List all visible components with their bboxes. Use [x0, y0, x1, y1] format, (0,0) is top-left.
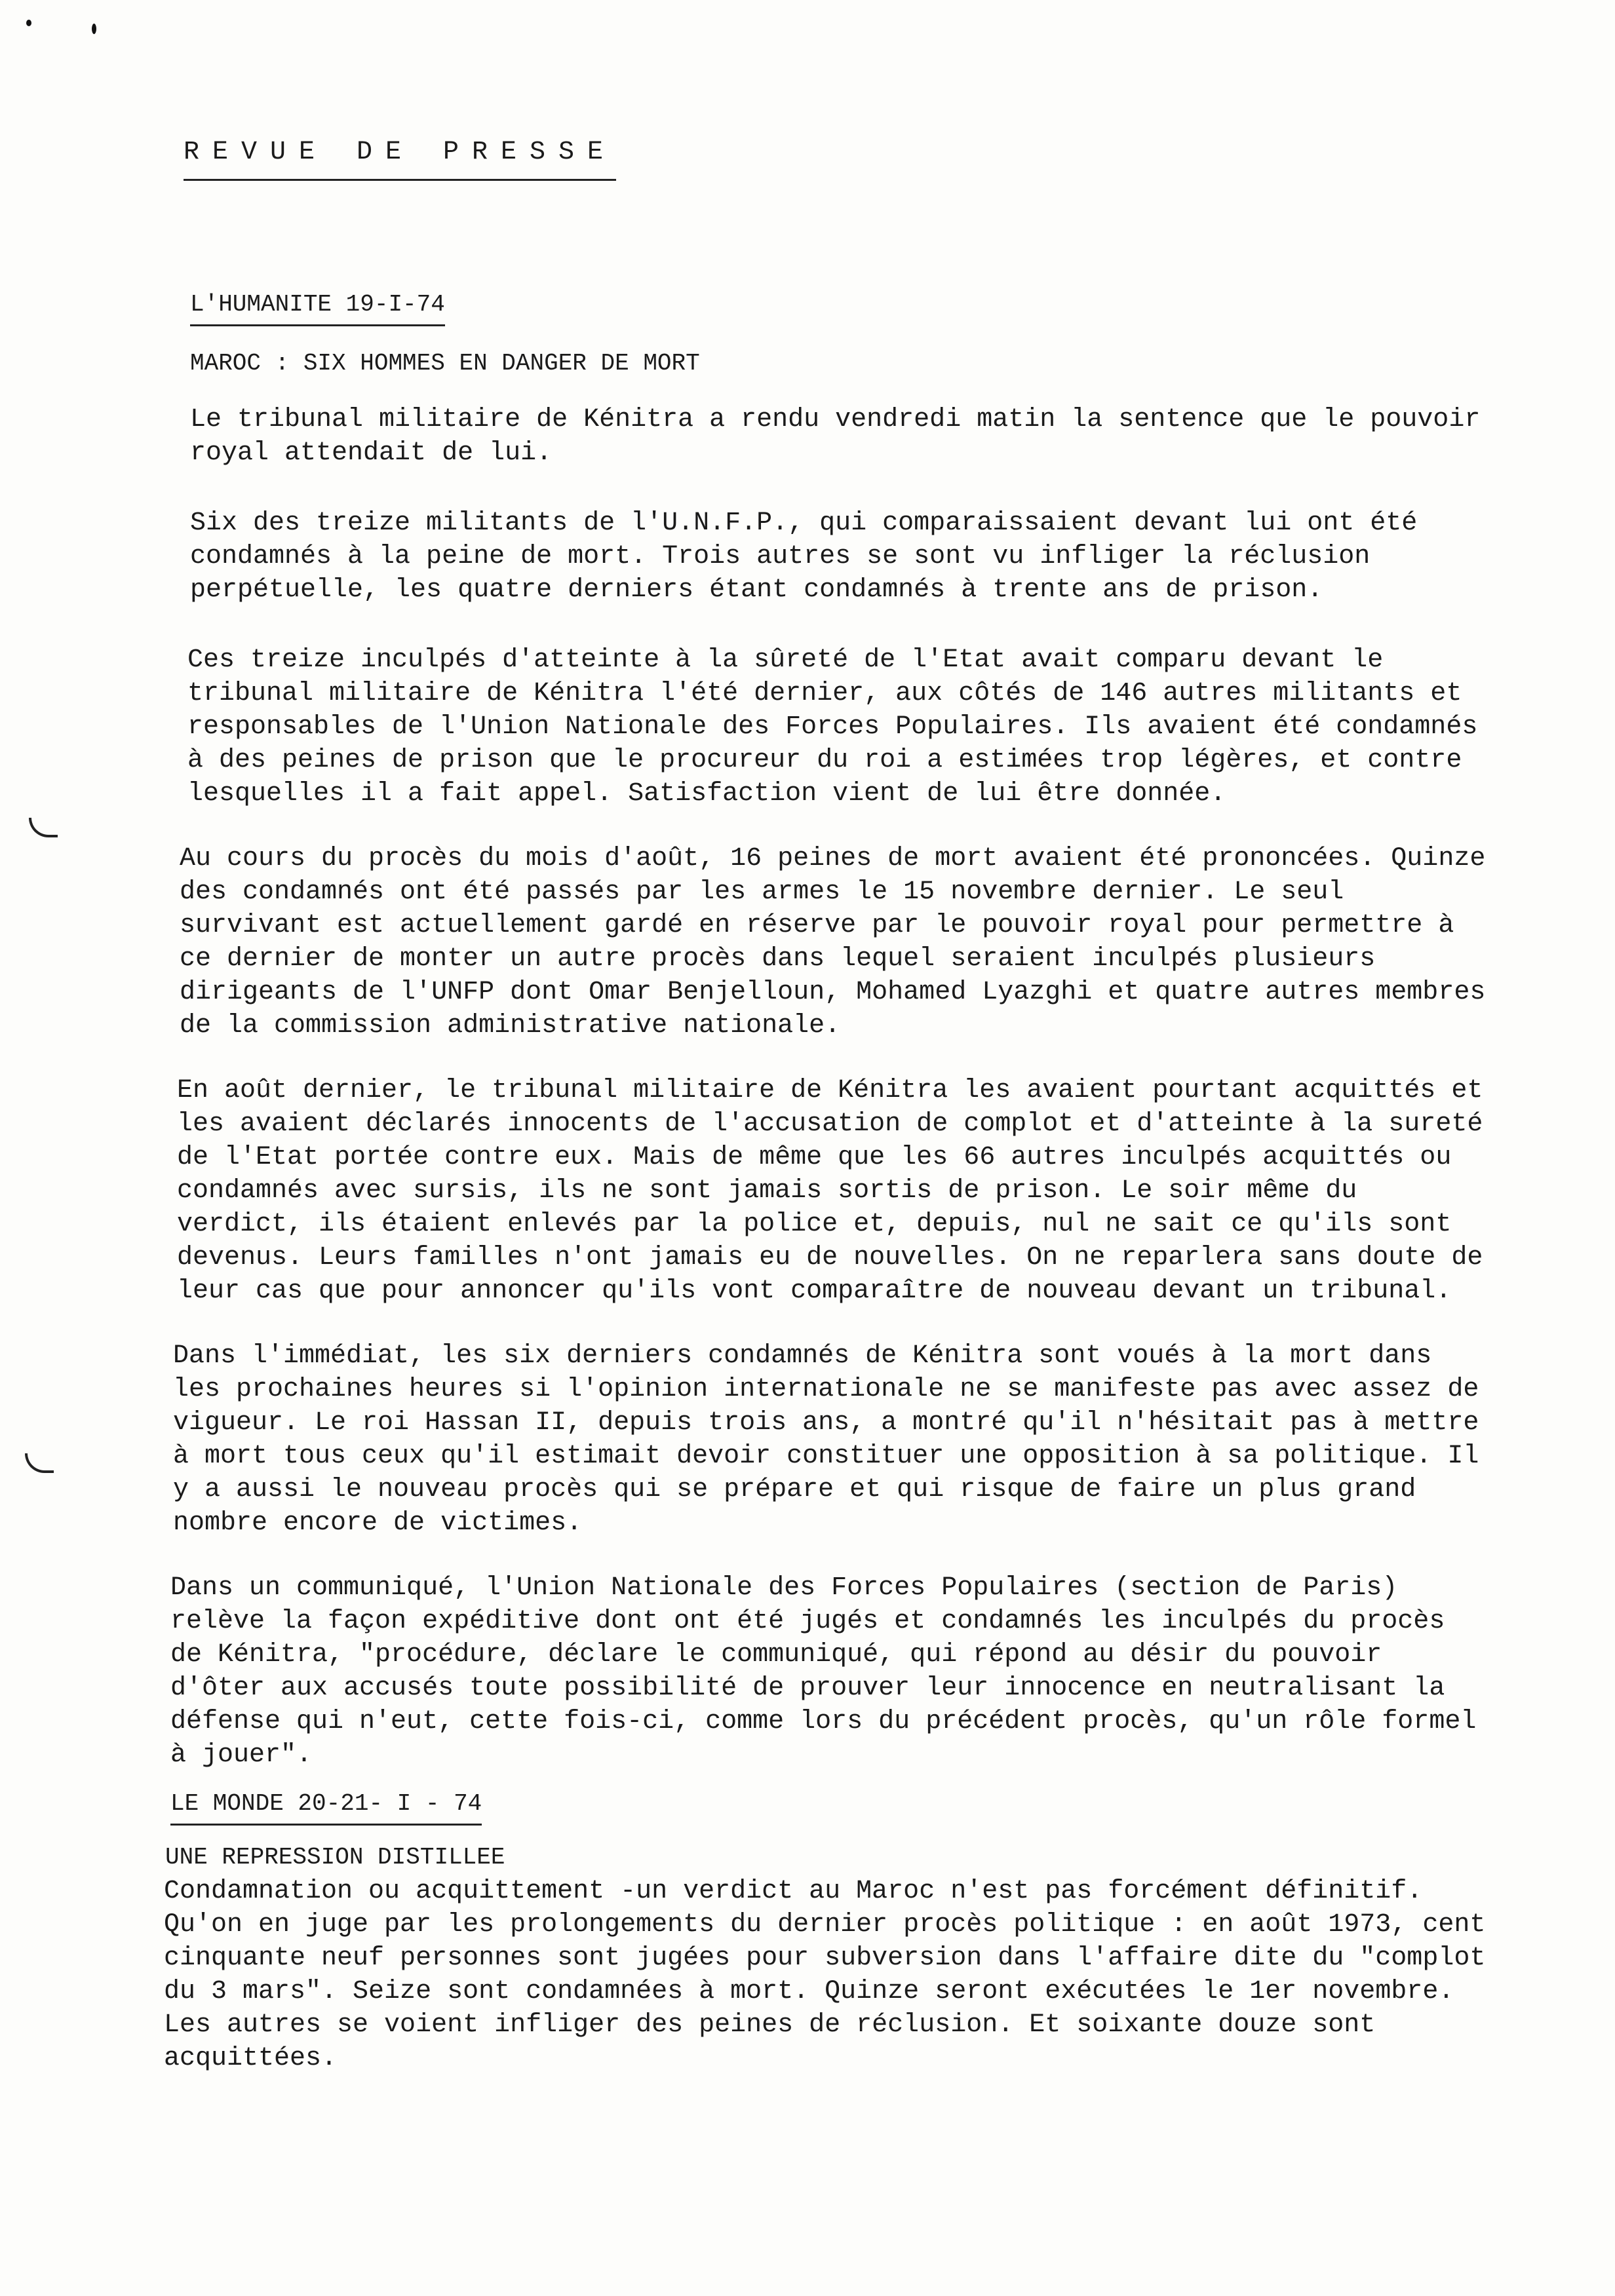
article-title: MAROC : SIX HOMMES EN DANGER DE MORT [190, 350, 700, 377]
ink-dot [26, 20, 31, 26]
article-paragraph: Le tribunal militaire de Kénitra a rendu vendredi matin la sentence que le pouvoir royal attendait de lui. [190, 405, 1481, 468]
margin-pen-mark [29, 818, 58, 837]
article-paragraph: Au cours du procès du mois d'août, 16 peines de mort avaient été prononcées. Quinze des condamnés ont été passés par les armes le 15 novembre dernier. Le seul survivant est actuellement gardé en réserve par le pouvoir royal pour permettre à ce dernier de monter un autre procès dans lequel seraient inculpés plusieurs dirigeants de l'UNFP dont Omar Benjelloun, Mohamed Lyazghi et quatre autres membres de la commission administrative nationale. [180, 844, 1486, 1041]
article-paragraph: Dans un communiqué, l'Union Nationale des Forces Populaires (section de Paris) relève la façon expéditive dont ont été jugés et condamnés les inculpés du procès de Kénitra, "procédure, déclare le communiqué, qui répond au désir du pouvoir d'ôter aux accusés toute possibilité de prouver leur innocence en neutralisant la défense qui n'eut, cette fois-ci, comme lors du précédent procès, qu'un rôle formel à jouer". [170, 1573, 1477, 1770]
ink-dot [92, 24, 96, 34]
document-heading: REVUE DE PRESSE [184, 138, 616, 181]
article-humanite [170, 181, 1488, 1772]
article-paragraph: Dans l'immédiat, les six derniers condamnés de Kénitra sont voués à la mort dans les prochaines heures si l'opinion internationale ne se manifeste pas avec assez de vigueur. Le roi Hassan II, depuis trois ans, a montré qu'il n'hésitait pas à mettre à mort tous ceux qu'il estimait devoir constituer une opposition à sa politique. Il y a aussi le nouveau procès qui se prépare et qui risque de faire un plus grand nombre encore de victimes. [173, 1341, 1479, 1538]
article-paragraph: En août dernier, le tribunal militaire de Kénitra les avaient pourtant acquittés et les avaient déclarés innocents de l'accusation de complot et d'atteinte à la sureté de l'Etat portée contre eux. Mais de même que les 66 autres inculpés acquittés ou condamnés avec sursis, ils ne sont jamais sortis de prison. Le soir même du verdict, ils étaient enlevés par la police et, depuis, nul ne sait ce qu'ils sont devenus. Leurs familles n'ont jamais eu de nouvelles. On ne reparlera sans doute de leur cas que pour annoncer qu'ils vont comparaître de nouveau devant un tribunal. [177, 1076, 1483, 1306]
article-source: LE MONDE 20-21- I - 74 [170, 1790, 482, 1826]
article-source: L'HUMANITE 19-I-74 [190, 291, 445, 326]
article-title: UNE REPRESSION DISTILLEE [165, 1844, 505, 1871]
article-paragraph: Six des treize militants de l'U.N.F.P., qui comparaissaient devant lui ont été condamnés à la peine de mort. Trois autres se sont vu infliger la réclusion perpétuelle, les quatre derniers étant condamnés à trente ans de prison. [190, 508, 1418, 605]
article-paragraph: Ces treize inculpés d'atteinte à la sûreté de l'Etat avait comparu devant le tribunal militaire de Kénitra l'été dernier, aux côtés de 146 autres militants et responsables de l'Union Nationale des Forces Populaires. Ils avaient été condamnés à des peines de prison que le procureur du roi a estimées trop légères, et contre lesquelles il a fait appel. Satisfaction vient de lui être donnée. [187, 645, 1478, 809]
article-le-monde [164, 1772, 1488, 2075]
article-paragraph: Condamnation ou acquittement -un verdict au Maroc n'est pas forcément définitif. Qu'on en juge par les prolongements du dernier procès politique : en août 1973, cent cinquante neuf personnes sont jugées pour subversion dans l'affaire dite du "complot du 3 mars". Seize sont condamnées à mort. Quinze seront exécutées le 1er novembre. Les autres se voient infliger des peines de réclusion. Et soixante douze sont acquittées. [164, 1877, 1486, 2073]
document-body [164, 138, 1488, 2075]
margin-pen-mark [25, 1453, 54, 1473]
